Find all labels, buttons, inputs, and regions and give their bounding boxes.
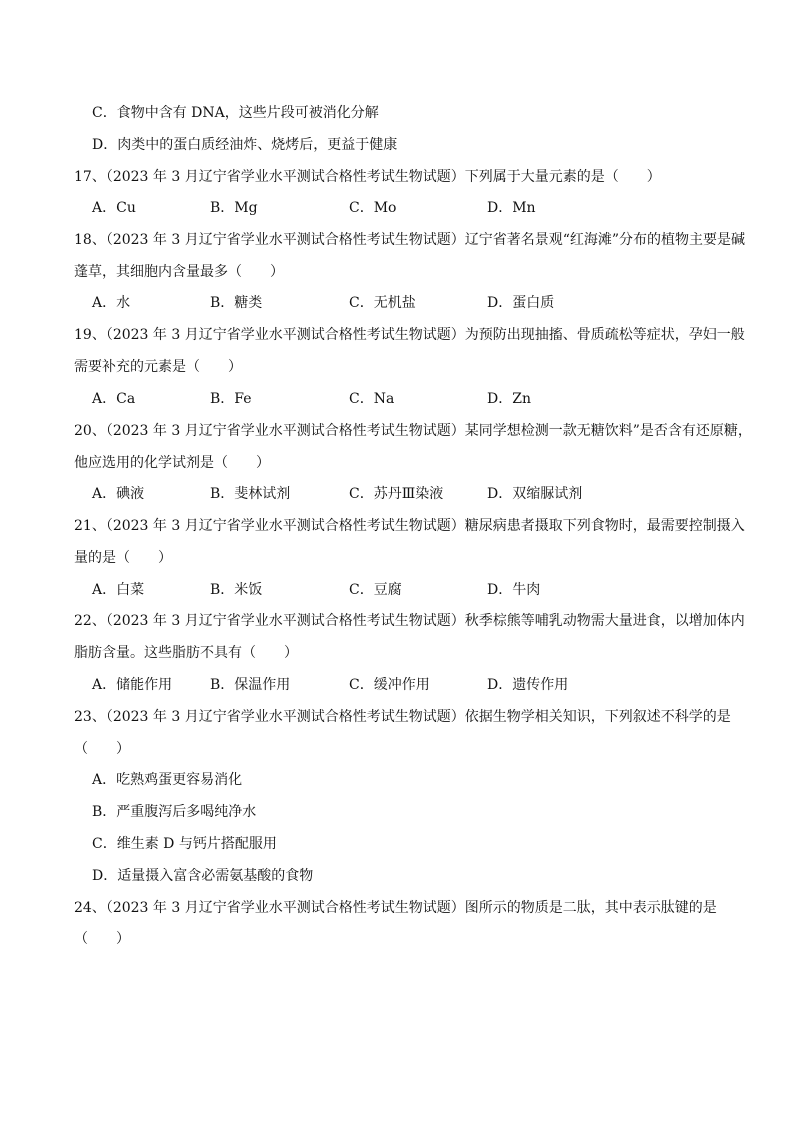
option-a: A．水 [92,295,131,311]
question-20-text: 20、（2023 年 3 月辽宁省学业水平测试合格性考试生物试题）某同学想检测一款无糖饮料”是否含有还原糖， [74,423,752,439]
option-d: D．Zn [487,391,531,407]
option-d: D．双缩脲试剂 [487,486,583,502]
option-c: C．Na [349,391,395,407]
question-19-text-cont: 需要补充的元素是（ ） [74,359,242,375]
option-b: B．保温作用 [210,677,291,693]
option-d: D．蛋白质 [487,295,555,311]
question-23-option-b: B．严重腹泻后多喝纯净水 [92,804,257,820]
option-b: B．Mg [210,200,258,216]
question-21-text-cont: 量的是（ ） [74,550,172,566]
question-22-text: 22、（2023 年 3 月辽宁省学业水平测试合格性考试生物试题）秋季棕熊等哺乳动物需大量进食，以增加体内 [74,613,745,629]
option-b: B．斐林试剂 [210,486,291,502]
question-23-text: 23、（2023 年 3 月辽宁省学业水平测试合格性考试生物试题）依据生物学相关知识，下列叙述不科学的是 [74,709,731,725]
question-18-text-cont: 蓬草，其细胞内含量最多（ ） [74,264,284,280]
option-16-c: C．食物中含有 DNA，这些片段可被消化分解 [92,105,379,121]
option-a: A．Cu [92,200,136,216]
option-c: C．Mo [349,200,397,216]
question-23-text-cont: （ ） [74,741,130,757]
question-17-text: 17、（2023 年 3 月辽宁省学业水平测试合格性考试生物试题）下列属于大量元素的是（ ） [74,169,661,185]
option-b: B．糖类 [210,295,263,311]
question-19-text: 19、（2023 年 3 月辽宁省学业水平测试合格性考试生物试题）为预防出现抽搐、骨质疏松等症状，孕妇一般 [74,327,745,343]
option-a: A．碘液 [92,486,145,502]
option-a: A．Ca [92,391,136,407]
question-23-option-c: C．维生素 D 与钙片搭配服用 [92,836,277,852]
question-23-option-d: D．适量摄入富含必需氨基酸的食物 [92,868,314,884]
question-23-option-a: A．吃熟鸡蛋更容易消化 [92,772,243,788]
question-21-text: 21、（2023 年 3 月辽宁省学业水平测试合格性考试生物试题）糖尿病患者摄取下列食物时，最需要控制摄入 [74,518,745,534]
option-b: B．米饭 [210,582,263,598]
option-d: D．牛肉 [487,582,541,598]
option-a: A．白菜 [92,582,145,598]
option-b: B．Fe [210,391,252,407]
question-22-text-cont: 脂肪含量。这些脂肪不具有（ ） [74,645,298,661]
question-20-text-cont: 他应选用的化学试剂是（ ） [74,455,270,471]
question-24-text: 24、（2023 年 3 月辽宁省学业水平测试合格性考试生物试题）图所示的物质是二肽，其中表示肽键的是 [74,900,717,916]
option-c: C．无机盐 [349,295,416,311]
option-c: C．豆腐 [349,582,402,598]
option-a: A．储能作用 [92,677,173,693]
option-c: C．缓冲作用 [349,677,430,693]
question-18-text: 18、（2023 年 3 月辽宁省学业水平测试合格性考试生物试题）辽宁省著名景观“红海滩”分布的植物主要是碱 [74,232,746,248]
option-d: D．遗传作用 [487,677,569,693]
option-c: C．苏丹Ⅲ染液 [349,486,444,502]
option-d: D．Mn [487,200,536,216]
question-24-text-cont: （ ） [74,931,130,947]
option-16-d: D．肉类中的蛋白质经油炸、烧烤后，更益于健康 [92,137,398,153]
